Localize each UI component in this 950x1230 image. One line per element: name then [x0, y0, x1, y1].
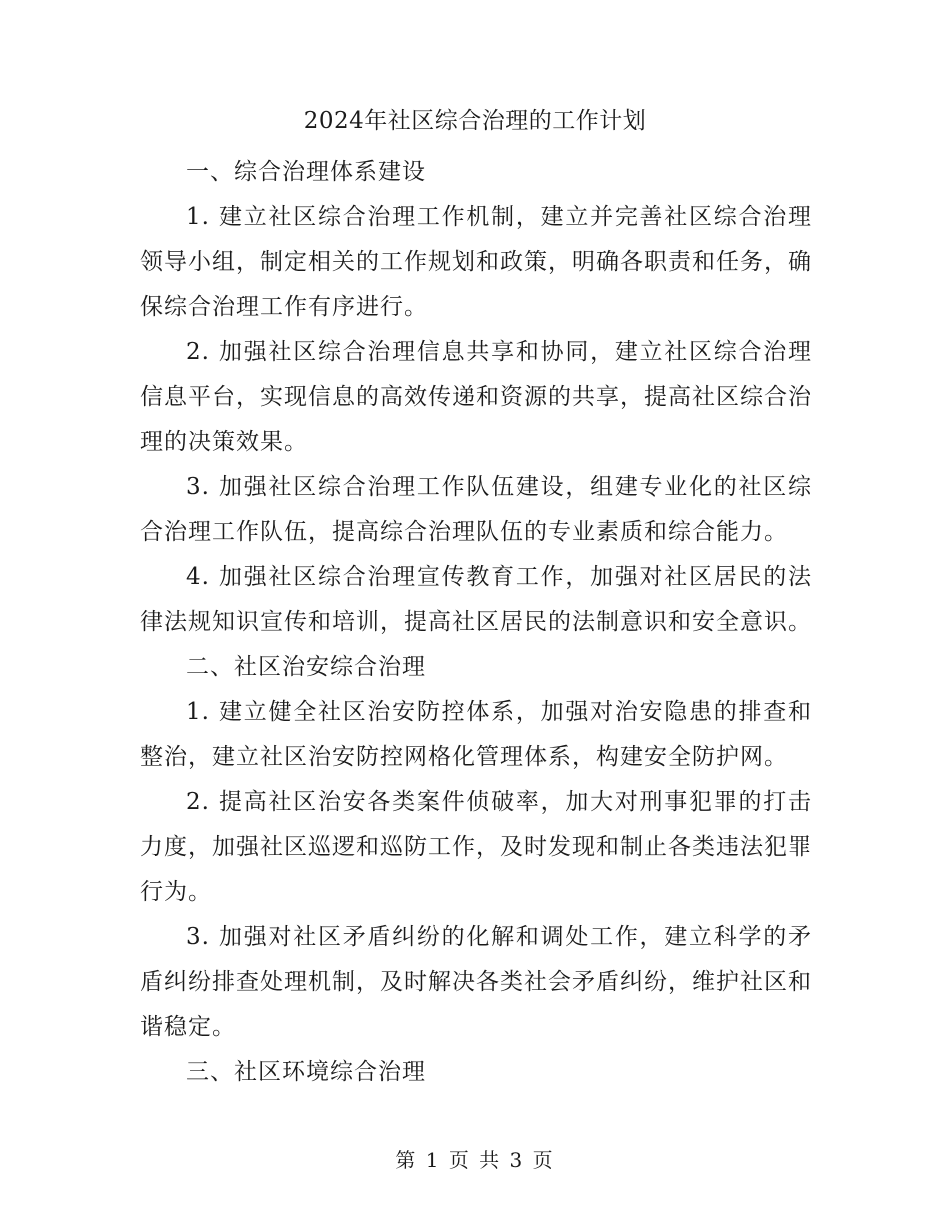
paragraph-1-4: 4. 加强社区综合治理宣传教育工作，加强对社区居民的法律法规知识宣传和培训，提高社区居民的法制意识和安全意识。 [140, 564, 812, 635]
document-body [140, 150, 812, 1095]
page-number-footer: 第 1 页 共 3 页 [395, 1148, 555, 1172]
section-heading-2: 二、社区治安综合治理 [186, 654, 426, 680]
paragraph-1-3: 3. 加强社区综合治理工作队伍建设，组建专业化的社区综合治理工作队伍，提高综合治理队伍的专业素质和综合能力。 [140, 474, 812, 545]
paragraph-2-1: 1. 建立健全社区治安防控体系，加强对治安隐患的排查和整治，建立社区治安防控网格化管理体系，构建安全防护网。 [140, 699, 812, 770]
section-heading-3: 三、社区环境综合治理 [186, 1059, 426, 1085]
document-title: 2024年社区综合治理的工作计划 [303, 108, 647, 134]
paragraph-1-2: 2. 加强社区综合治理信息共享和协同，建立社区综合治理信息平台，实现信息的高效传递和资源的共享，提高社区综合治理的决策效果。 [140, 339, 812, 455]
paragraph-2-3: 3. 加强对社区矛盾纠纷的化解和调处工作，建立科学的矛盾纠纷排查处理机制，及时解决各类社会矛盾纠纷，维护社区和谐稳定。 [140, 924, 812, 1040]
section-heading-1: 一、综合治理体系建设 [186, 159, 426, 185]
paragraph-1-1: 1. 建立社区综合治理工作机制，建立并完善社区综合治理领导小组，制定相关的工作规划和政策，明确各职责和任务，确保综合治理工作有序进行。 [140, 204, 812, 320]
paragraph-2-2: 2. 提高社区治安各类案件侦破率，加大对刑事犯罪的打击力度，加强社区巡逻和巡防工作，及时发现和制止各类违法犯罪行为。 [140, 789, 812, 905]
